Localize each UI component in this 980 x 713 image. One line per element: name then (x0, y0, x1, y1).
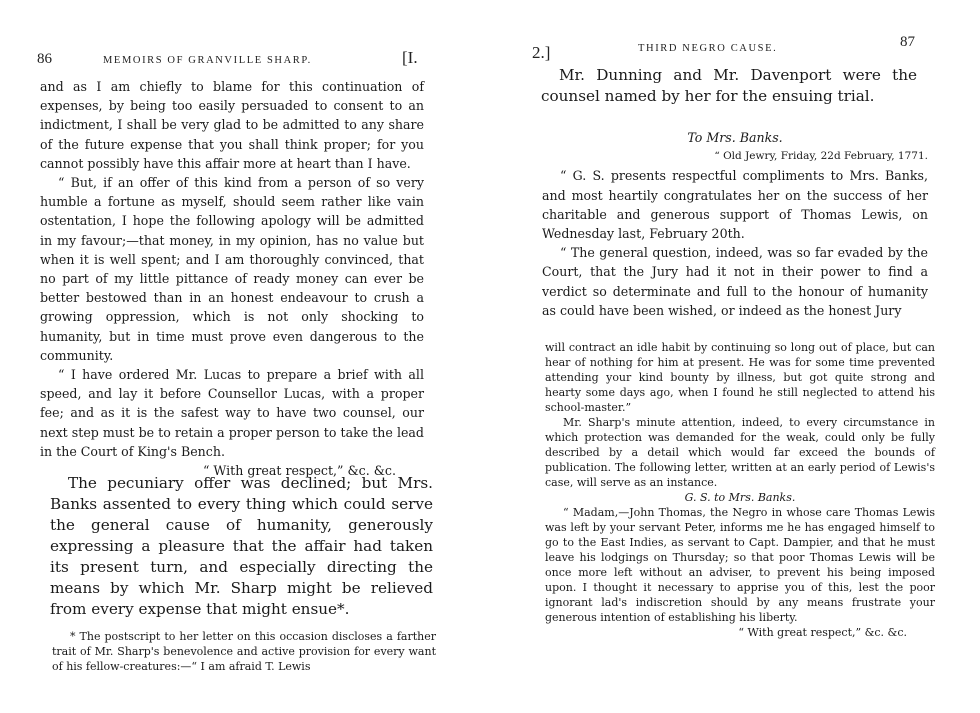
right-section-marker: 2.] (532, 43, 551, 62)
right-letter-text (542, 128, 928, 320)
left-section-marker: [I. (402, 48, 418, 67)
letter-paragraph: “ G. S. presents respectful compliments to Mrs. Banks, and most heartily congratulates her on the success of her charitable and generous support of Thomas Lewis, on Wednesday last, February 20th. (542, 168, 928, 242)
letter-heading: To Mrs. Banks. (687, 130, 783, 145)
letter-paragraph: “ I have ordered Mr. Lucas to prepare a brief with all speed, and lay it before Counsellor Lucas, with a proper fee; and as it is the safest way to have two counsel, our next step must be to retain a proper person to take the lead in the Court of King's Bench. (40, 367, 424, 459)
right-body-text (541, 65, 917, 107)
footnote-letter-body: “ Madam,—John Thomas, the Negro in whose care Thomas Lewis was left by your servant Peter, informs me he has engaged himself to go to the East Indies, as servant to Capt. Dampier, and that he must leave his lodgings on Thursday; so that poor Thomas Lewis will be once more left without an adviser, to prevent his being imposed upon. I thought it necessary to apprise you of this, lest the poor ignorant lad's indiscretion should by any means frustrate your generous intention of establishing his liberty. (545, 506, 935, 624)
footnote-paragraph: Mr. Sharp's minute attention, indeed, to every circumstance in which protection was demanded for the weak, could only be fully described by a detail which would far exceed the bounds of publication. The following letter, written at an early period of Lewis's case, will serve as an instance. (545, 416, 935, 489)
body-paragraph: The pecuniary offer was declined; but Mrs. Banks assented to every thing which could serve the general cause of humanity, generously expressing a pleasure that the affair had taken its present turn, and especially directing the means by which Mr. Sharp might be relieved from every expense that might ensue*. (50, 474, 433, 618)
right-footnote (545, 340, 935, 640)
footnote-letter-closing: “ With great respect,” &c. &c. (738, 626, 907, 639)
letter-continued: and as I am chiefly to blame for this continuation of expenses, by being too easily persuaded to consent to an indictment, I shall be very glad to be admitted to any share of the future expense that you shall think proper; for you cannot possibly have this affair more at heart than I have. (40, 79, 424, 171)
left-page (0, 0, 480, 713)
left-page-number: 86 (37, 51, 52, 67)
letter-dateline: “ Old Jewry, Friday, 22d February, 1771. (714, 150, 928, 163)
letter-paragraph: “ But, if an offer of this kind from a person of so very humble a fortune as myself, should seem rather like vain ostentation, I hope the following apology will be admitted in my favour;—that money, in my opinion, has no value but when it is well spent; and I am thoroughly convinced, that no part of my little pittance of ready money can ever be better bestowed than in an honest endeavour to crush a growing oppression, which is not only shocking to humanity, but in time must prove even dangerous to the community. (40, 175, 424, 363)
body-paragraph: Mr. Dunning and Mr. Davenport were the counsel named by her for the ensuing trial. (541, 66, 917, 105)
letter-paragraph: “ The general question, indeed, was so far evaded by the Court, that the Jury had it not in their power to find a verdict so determinate and full to the honour of humanity as could have been wished, or indeed as the honest Jury (542, 245, 928, 318)
left-running-title: MEMOIRS OF GRANVILLE SHARP. (103, 55, 312, 66)
left-footnote (52, 629, 436, 674)
left-body-text (50, 473, 433, 620)
right-page (490, 0, 980, 713)
left-letter-text (40, 77, 424, 480)
right-page-number: 87 (900, 34, 915, 50)
footnote-text: * The postscript to her letter on this occasion discloses a farther trait of Mr. Sharp's benevolence and active provision for every want of his fellow-creatures:—“ I am afraid T. Lewis (52, 630, 436, 673)
letter-closing: “ With great respect,” &c. &c. (202, 463, 396, 479)
footnote-letter-heading: G. S. to Mrs. Banks. (684, 491, 796, 504)
right-running-title: THIRD NEGRO CAUSE. (638, 43, 778, 54)
footnote-continued: will contract an idle habit by continuing so long out of place, but can hear of nothing for him at present. He was for some time prevented attending your kind bounty by illness, but got quite strong and hearty some days ago, when I found he still neglected to attend his school-master.” (545, 341, 935, 414)
